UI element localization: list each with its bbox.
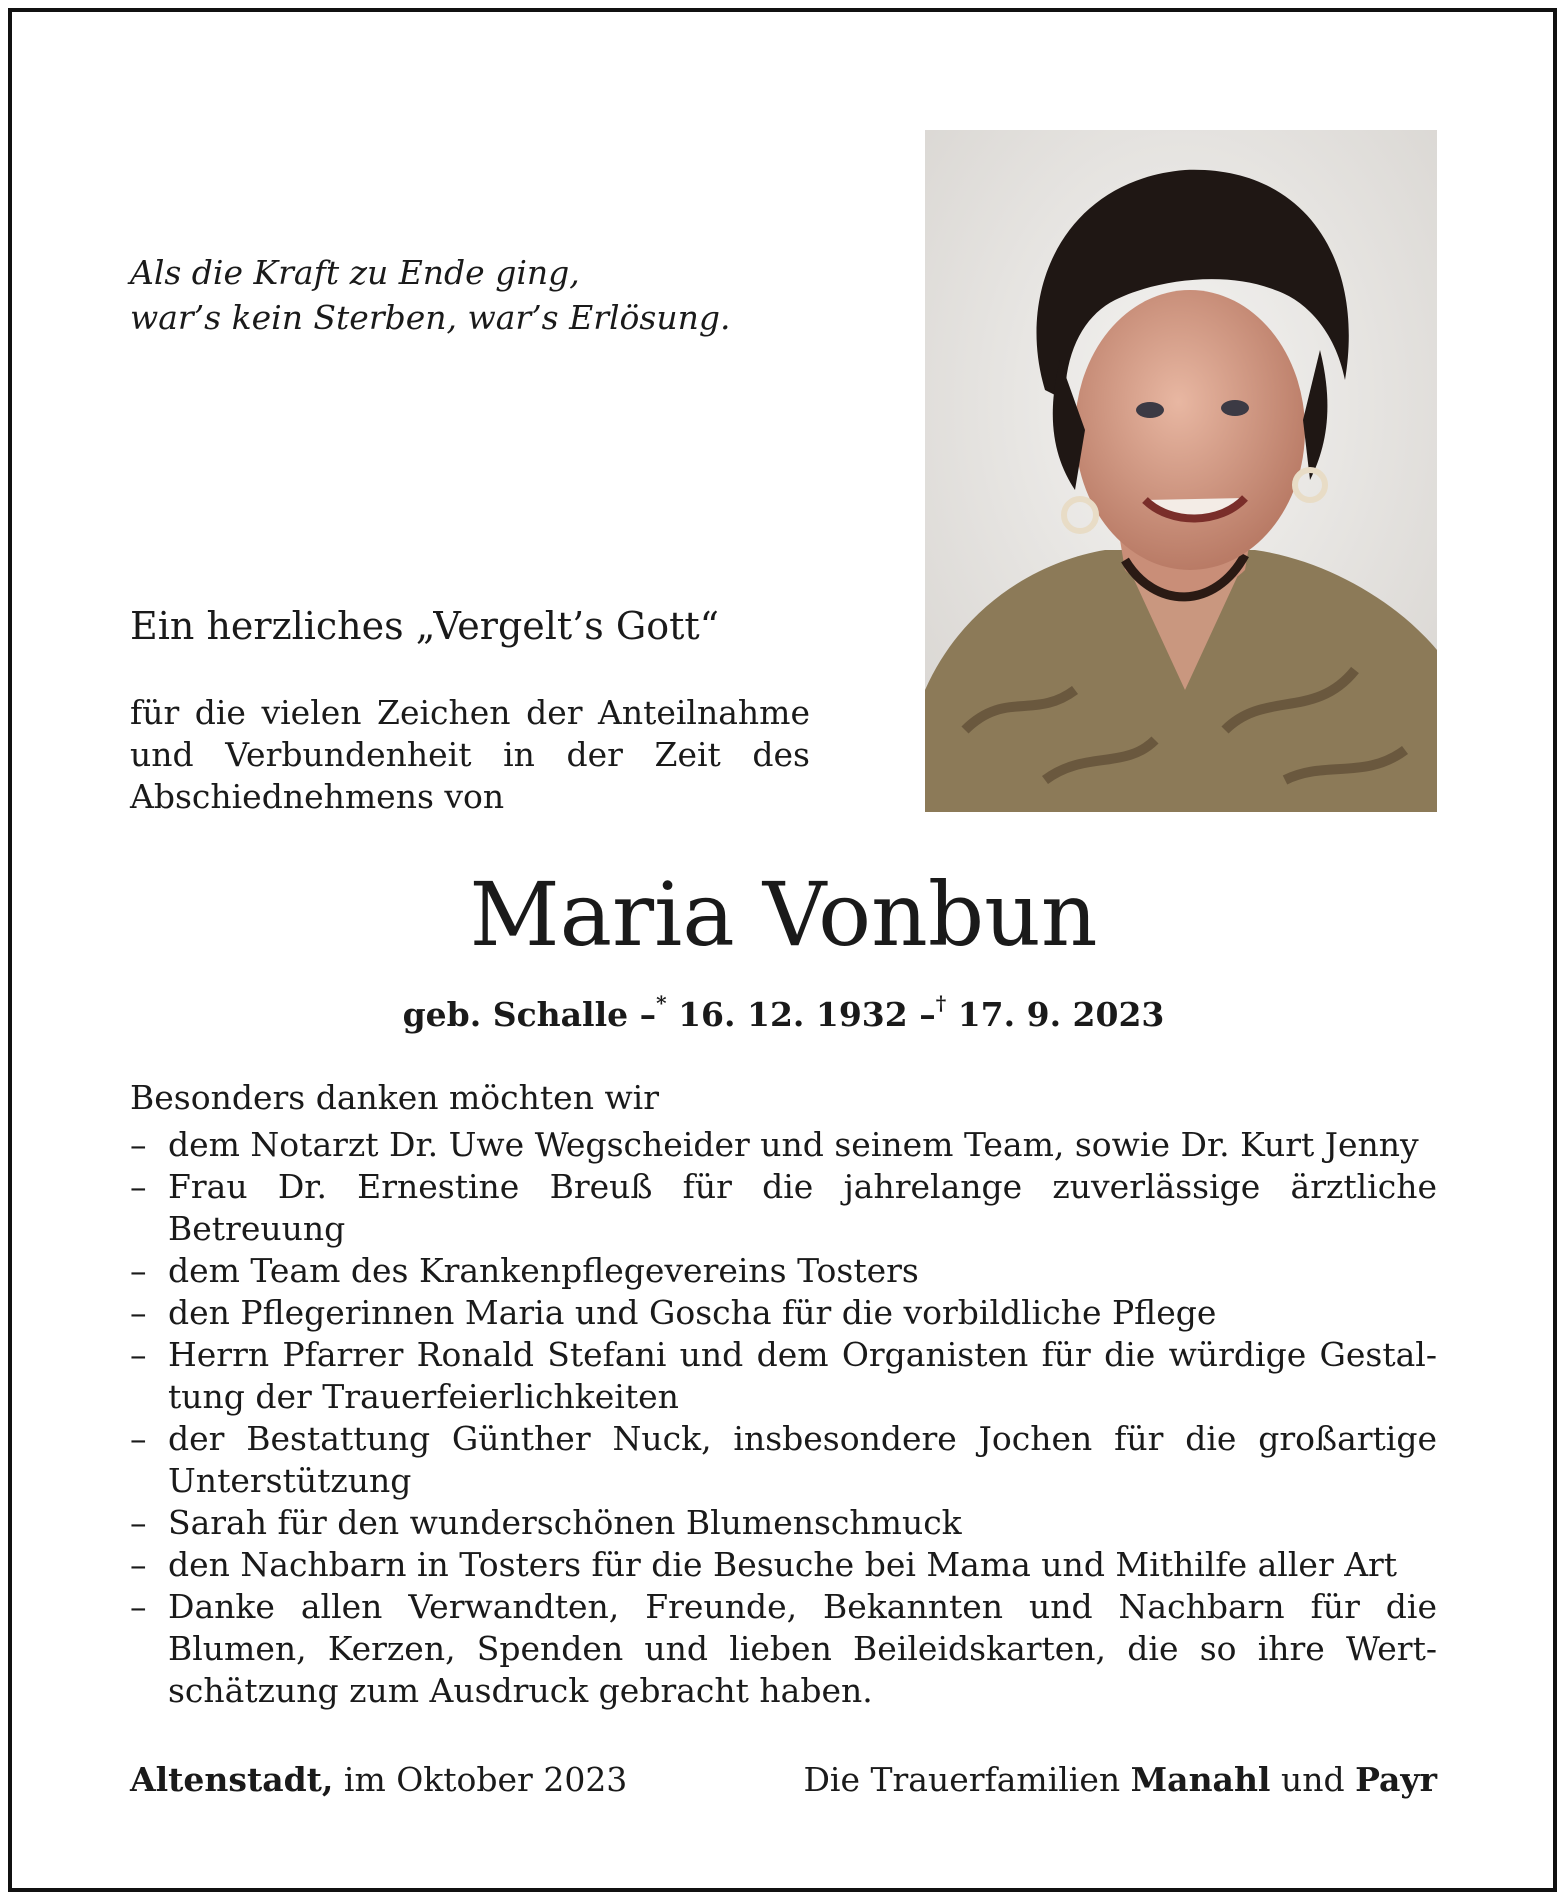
- birth-date: 16. 12. 1932: [678, 995, 908, 1034]
- family-name-2: Payr: [1355, 1760, 1437, 1799]
- dash: –: [130, 1419, 147, 1458]
- deceased-name: Maria Vonbun: [469, 863, 1098, 966]
- list-item: [130, 1334, 1437, 1418]
- list-item-text: dem Team des Krankenpflegevereins Tosters: [168, 1251, 919, 1290]
- list-intro: Besonders danken möchten wir: [130, 1078, 660, 1117]
- list-item: [130, 1292, 1437, 1334]
- intro-text: für die vielen Zeichen der Anteilnahme und Verbundenheit in der Zeit des Abschiednehmens von: [130, 693, 810, 816]
- dash: –: [130, 1125, 147, 1164]
- footer-families: [803, 1760, 1437, 1799]
- dash: –: [130, 1293, 147, 1332]
- list-item: [130, 1250, 1437, 1292]
- separator: –: [639, 995, 657, 1034]
- list-item: [130, 1124, 1437, 1166]
- list-item: [130, 1418, 1437, 1502]
- families-conjunction: und: [1280, 1760, 1345, 1799]
- dash: –: [130, 1335, 147, 1374]
- list-item: [130, 1586, 1437, 1712]
- dash: –: [130, 1545, 147, 1584]
- families-prefix: Die Trauerfamilien: [803, 1760, 1121, 1799]
- quote: [130, 250, 730, 340]
- list-item-text: Danke allen Verwandten, Freunde, Bekannten und Nachbarn für die Blumen, Kerzen, Spenden und lieben Beileidskarten, die so ihre Wertschätzung zum Ausdruck gebracht haben.: [168, 1587, 1437, 1710]
- portrait-photo: [925, 130, 1437, 812]
- dash: –: [130, 1167, 147, 1206]
- footer-date: im Oktober 2023: [343, 1760, 628, 1799]
- list-item-text: den Pflegerinnen Maria und Goscha für die vorbildliche Pflege: [168, 1293, 1217, 1332]
- quote-line-2: war’s kein Sterben, war’s Erlösung.: [130, 298, 731, 337]
- list-item-text: Herrn Pfarrer Ronald Stefani und dem Organisten für die würdige Gestaltung der Trauerfeierlichkeiten: [168, 1335, 1437, 1416]
- list-item-text: den Nachbarn in Tosters für die Besuche bei Mama und Mithilfe aller Art: [168, 1545, 1398, 1584]
- birth-name: geb. Schalle: [402, 995, 629, 1034]
- list-item-text: Sarah für den wunderschönen Blumenschmuck: [168, 1503, 962, 1542]
- list-item-text: der Bestattung Günther Nuck, insbesondere Jochen für die großartige Unterstützung: [168, 1419, 1437, 1500]
- footer-place-date: [130, 1760, 627, 1799]
- list-item: [130, 1502, 1437, 1544]
- life-dates: [0, 991, 1567, 1034]
- dash: –: [130, 1503, 147, 1542]
- footer-place: Altenstadt,: [130, 1760, 334, 1799]
- separator: –: [919, 995, 936, 1034]
- portrait-photo-icon: [925, 130, 1437, 812]
- dash: –: [130, 1251, 147, 1290]
- thanks-heading: Ein herzliches „Vergelt’s Gott“: [130, 604, 720, 648]
- death-date: 17. 9. 2023: [957, 995, 1165, 1034]
- list-item-text: dem Notarzt Dr. Uwe Wegscheider und seinem Team, sowie Dr. Kurt Jenny: [168, 1125, 1419, 1164]
- thanks-list: [130, 1124, 1437, 1712]
- family-name-1: Manahl: [1130, 1760, 1271, 1799]
- list-item: [130, 1544, 1437, 1586]
- death-symbol: †: [935, 991, 947, 1015]
- list-item-text: Frau Dr. Ernestine Breuß für die jahrelange zuverlässige ärztliche Betreuung: [168, 1167, 1437, 1248]
- list-item: [130, 1166, 1437, 1250]
- dash: –: [130, 1587, 147, 1626]
- birth-symbol: *: [656, 991, 667, 1015]
- quote-line-1: Als die Kraft zu Ende ging,: [130, 253, 580, 292]
